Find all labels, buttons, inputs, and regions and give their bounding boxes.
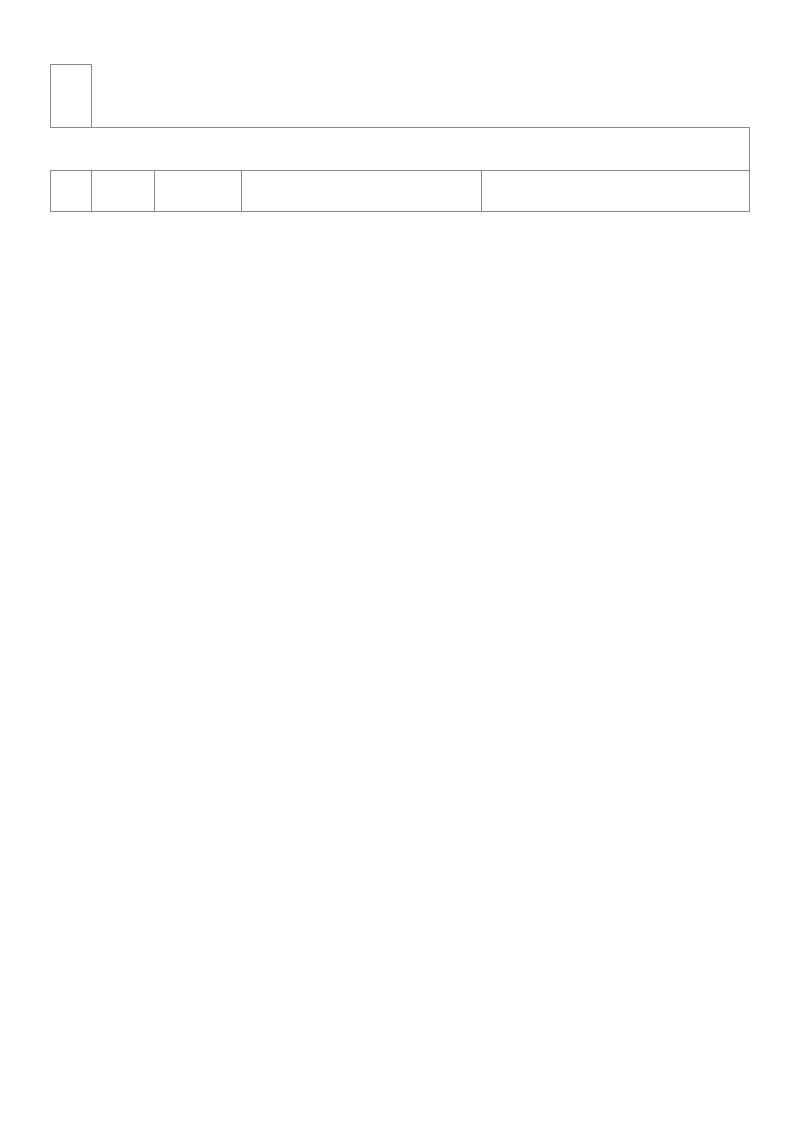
header-pinyin [155, 171, 242, 212]
vocabulary-sheet [50, 64, 749, 212]
header-words [242, 171, 482, 212]
section-title [51, 128, 750, 171]
left-blank-cell [51, 65, 92, 128]
vocabulary-table [50, 64, 750, 212]
category-label [51, 171, 92, 212]
header-char [92, 171, 155, 212]
header-sentence [482, 171, 750, 212]
